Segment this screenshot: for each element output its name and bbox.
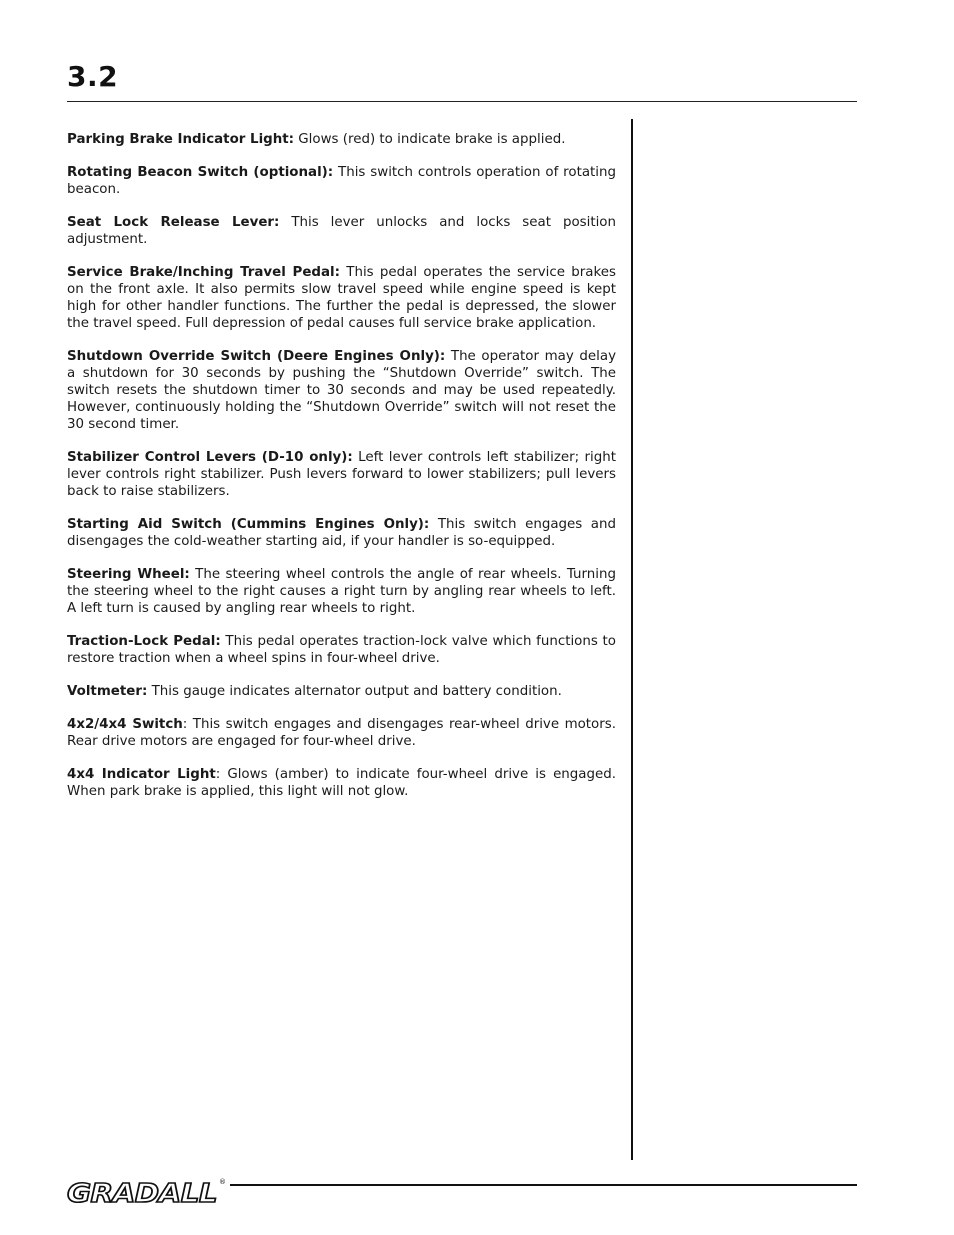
entry-term: Stabilizer Control Levers (D-10 only): <box>67 450 353 465</box>
entry-starting-aid-switch <box>67 516 616 550</box>
entry-rotating-beacon-switch <box>67 164 616 198</box>
entry-term: Seat Lock Release Lever: <box>67 215 280 230</box>
entry-text: This pedal operates the service brakes on the front axle. It also permits slow travel speed while engine speed is kept high for other handler functions. The further the pedal is depressed, the slower the travel speed. Full depression of pedal causes full service brake application. <box>67 265 616 331</box>
entry-term: Starting Aid Switch (Cummins Engines Only): <box>67 517 430 532</box>
entry-steering-wheel <box>67 566 616 617</box>
entry-voltmeter <box>67 683 616 700</box>
entry-term: Steering Wheel: <box>67 567 190 582</box>
entry-stabilizer-control-levers <box>67 449 616 500</box>
entry-term: Traction-Lock Pedal: <box>67 634 221 649</box>
entry-text: This lever unlocks and locks seat position adjustment. <box>67 215 616 247</box>
entry-service-brake-pedal <box>67 264 616 332</box>
entry-shutdown-override-switch <box>67 348 616 433</box>
entry-seat-lock-release-lever <box>67 214 616 248</box>
entry-4x4-indicator-light <box>67 766 616 800</box>
entry-term: Rotating Beacon Switch (optional): <box>67 165 334 180</box>
section-number: 3.2 <box>67 60 119 93</box>
controls-description-list <box>67 131 616 816</box>
entry-text: This pedal operates traction-lock valve which functions to restore traction when a wheel spins in four-wheel drive. <box>67 634 616 666</box>
registered-mark: ® <box>219 1178 226 1186</box>
entry-term: Voltmeter: <box>67 684 148 699</box>
entry-text: : Glows (amber) to indicate four-wheel drive is engaged. When park brake is applied, this light will not glow. <box>67 767 616 799</box>
entry-term: Shutdown Override Switch (Deere Engines Only): <box>67 349 446 364</box>
entry-4x2-4x4-switch <box>67 716 616 750</box>
entry-text: This switch controls operation of rotating beacon. <box>67 165 616 197</box>
entry-parking-brake-indicator <box>67 131 616 148</box>
entry-text: : This switch engages and disengages rear-wheel drive motors. Rear drive motors are engaged for four-wheel drive. <box>67 717 616 749</box>
gradall-logo <box>66 1172 230 1208</box>
footer-divider <box>230 1184 857 1186</box>
entry-text: The steering wheel controls the angle of rear wheels. Turning the steering wheel to the right causes a right turn by angling rear wheels to left. A left turn is caused by angling rear wheels to right. <box>67 567 616 616</box>
logo-wordmark: GRADALL <box>67 1179 217 1208</box>
entry-text: This gauge indicates alternator output and battery condition. <box>147 684 562 699</box>
entry-text: The operator may delay a shutdown for 30 seconds by pushing the “Shutdown Override” switch. The switch resets the shutdown timer to 30 seconds and may be used repeatedly. However, continuously holding the “Shutdown Override” switch will not reset the 30 second timer. <box>67 349 616 432</box>
entry-text: This switch engages and disengages the cold-weather starting aid, if your handler is so-equipped. <box>67 517 617 549</box>
header-divider <box>67 101 857 102</box>
column-divider <box>631 119 633 1160</box>
entry-term: Parking Brake Indicator Light: <box>67 132 295 147</box>
entry-text: Left lever controls left stabilizer; right lever controls right stabilizer. Push levers forward to lower stabilizers; pull levers back to raise stabilizers. <box>67 450 617 499</box>
entry-term: 4x4 Indicator Light <box>67 767 216 782</box>
entry-text: Glows (red) to indicate brake is applied. <box>294 132 566 147</box>
entry-term: 4x2/4x4 Switch <box>67 717 183 732</box>
entry-traction-lock-pedal <box>67 633 616 667</box>
entry-term: Service Brake/Inching Travel Pedal: <box>67 265 340 280</box>
